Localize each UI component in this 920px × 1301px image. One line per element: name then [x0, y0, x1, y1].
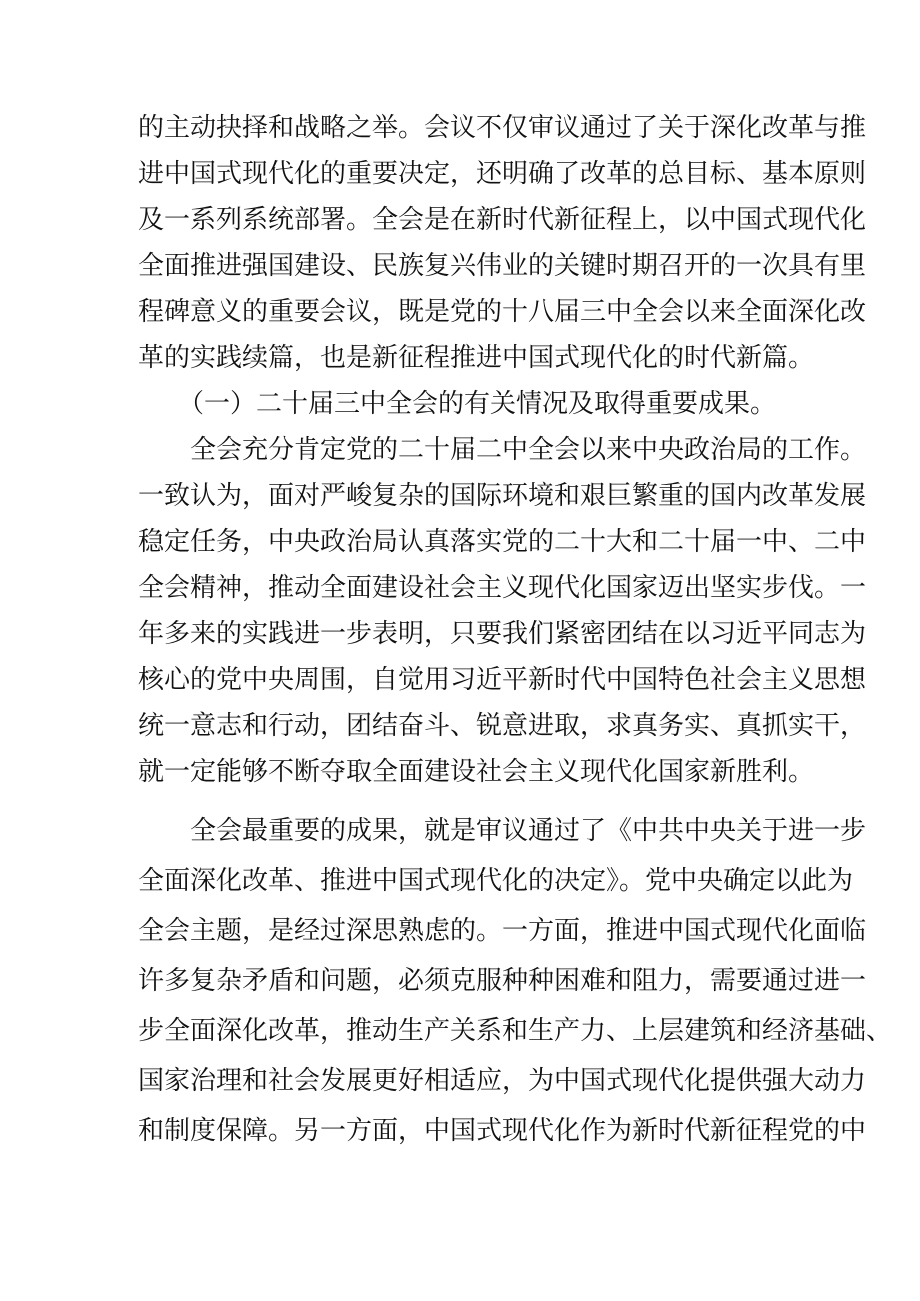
text-line: 进中国式现代化的重要决定，还明确了改革的总目标、基本原则 — [138, 159, 867, 189]
section-heading: （一）二十届三中全会的有关情况及取得重要成果。 — [178, 389, 777, 419]
text-line: 年多来的实践进一步表明，只要我们紧密团结在以习近平同志为 — [138, 619, 867, 649]
text-line: 一致认为，面对严峻复杂的国际环境和艰巨繁重的国内改革发展 — [138, 481, 867, 511]
text-line: 就一定能够不断夺取全面建设社会主义现代化国家新胜利。 — [138, 757, 815, 787]
paragraph-first-line: 全会最重要的成果，就是审议通过了《中共中央关于进一步 — [190, 816, 867, 846]
text-line: 全会精神，推动全面建设社会主义现代化国家迈出坚实步伐。一 — [138, 573, 867, 603]
text-line: 步全面深化改革，推动生产关系和生产力、上层建筑和经济基础、 — [138, 1016, 893, 1046]
text-line: 全会主题，是经过深思熟虑的。一方面，推进中国式现代化面临 — [138, 916, 867, 946]
text-line: 全面深化改革、推进中国式现代化的决定》。党中央确定以此为 — [138, 866, 854, 896]
text-line: 稳定任务，中央政治局认真落实党的二十大和二十届一中、二中 — [138, 527, 867, 557]
paragraph-first-line: 全会充分肯定党的二十届二中全会以来中央政治局的工作。 — [190, 435, 867, 465]
text-line: 统一意志和行动，团结奋斗、锐意进取，求真务实、真抓实干， — [138, 711, 867, 741]
text-line: 国家治理和社会发展更好相适应，为中国式现代化提供强大动力 — [138, 1066, 867, 1096]
text-line: 和制度保障。另一方面，中国式现代化作为新时代新征程党的中 — [138, 1116, 867, 1146]
text-line: 的主动抉择和战略之举。会议不仅审议通过了关于深化改革与推 — [138, 113, 867, 143]
text-line: 及一系列系统部署。全会是在新时代新征程上，以中国式现代化 — [138, 205, 867, 235]
text-line: 程碑意义的重要会议，既是党的十八届三中全会以来全面深化改 — [138, 297, 867, 327]
text-line: 核心的党中央周围，自觉用习近平新时代中国特色社会主义思想 — [138, 665, 867, 695]
text-line: 全面推进强国建设、民族复兴伟业的关键时期召开的一次具有里 — [138, 251, 867, 281]
text-line: 许多复杂矛盾和问题，必须克服种种困难和阻力，需要通过进一 — [138, 966, 867, 996]
text-line: 革的实践续篇，也是新征程推进中国式现代化的时代新篇。 — [138, 343, 815, 373]
